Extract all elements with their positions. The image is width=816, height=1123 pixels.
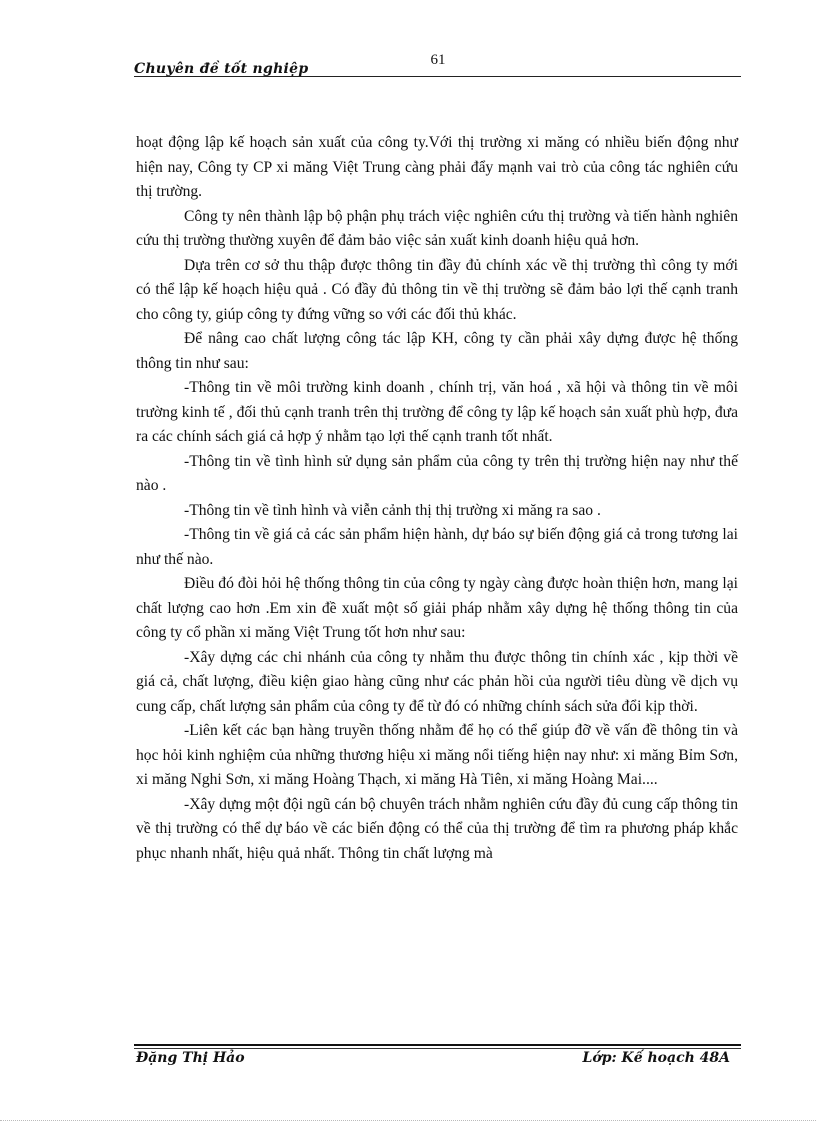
page-number: 61 — [430, 52, 446, 68]
paragraph: Để nâng cao chất lượng công tác lập KH, công ty cần phải xây dựng được hệ thống thông tin như sau: — [136, 330, 738, 372]
paragraph: -Xây dựng một đội ngũ cán bộ chuyên trách nhằm nghiên cứu đầy đủ cung cấp thông tin về thị trường có thể dự báo về các biến động có thể của thị trường để tìm ra phương pháp khắc phục nhanh nhất, hiệu quả nhất. Thông tin chất lượng mà — [136, 795, 738, 862]
paragraph: -Liên kết các bạn hàng truyền thống nhằm để họ có thể giúp đỡ về vấn đề thông tin và học hỏi kinh nghiệm của những thương hiệu xi măng nổi tiếng hiện nay như: xi măng Bỉm Sơn, xi măng Nghi Sơn, xi măng Hoàng Thạch, xi măng Hà Tiên, xi măng Hoàng Mai.... — [136, 722, 738, 788]
header-title: Chuyên đề tốt nghiệp — [134, 61, 309, 77]
paragraph: -Thông tin về môi trường kinh doanh , chính trị, văn hoá , xã hội và thông tin về môi trường kinh tế , đối thủ cạnh tranh trên thị trường để công ty lập kế hoạch sản xuất phù hợp, đưa ra các chính sách giá cả hợp ý nhằm tạo lợi thế cạnh tranh tốt nhất. — [136, 379, 738, 445]
paragraph: hoạt động lập kế hoạch sản xuất của công ty.Với thị trường xi măng có nhiều biến động như hiện nay, Công ty CP xi măng Việt Trung càng phải đẩy mạnh vai trò của công tác nghiên cứu thị trường. — [136, 134, 738, 200]
paragraph: Điều đó đòi hỏi hệ thống thông tin của công ty ngày càng được hoàn thiện hơn, mang lại chất lượng cao hơn .Em xin đề xuất một số giải pháp nhằm xây dựng hệ thống thông tin của công ty cổ phần xi măng Việt Trung tốt hơn như sau: — [136, 575, 738, 641]
paragraph: -Thông tin về giá cả các sản phẩm hiện hành, dự báo sự biến động giá cả trong tương lai như thế nào. — [136, 526, 738, 568]
paragraph: Dựa trên cơ sở thu thập được thông tin đầy đủ chính xác về thị trường thì công ty mới có thể lập kế hoạch hiệu quả . Có đầy đủ thông tin về thị trường sẽ đảm bảo lợi thế cạnh tranh cho công ty, giúp công ty đứng vững so với các đối thủ khác. — [136, 256, 738, 323]
paragraph: -Thông tin về tình hình và viễn cảnh thị thị trường xi măng ra sao . — [184, 501, 601, 519]
paragraph: -Xây dựng các chi nhánh của công ty nhằm thu được thông tin chính xác , kịp thời về giá cả, chất lượng, điều kiện giao hàng cũng như các phản hồi của người tiêu dùng về dịch vụ cung cấp, chất lượng sản phẩm của công ty để từ đó có những chính sách sửa đổi kịp thời. — [136, 648, 738, 715]
footer-rule — [134, 1048, 741, 1049]
footer-rule — [134, 1044, 741, 1046]
page-bottom-edge — [0, 1120, 816, 1121]
footer-author: Đặng Thị Hảo — [136, 1050, 245, 1066]
paragraph: Công ty nên thành lập bộ phận phụ trách việc nghiên cứu thị trường và tiến hành nghiên cứu thị trường thường xuyên để đảm bảo việc sản xuất kinh doanh hiệu quả hơn. — [136, 207, 738, 249]
footer-class: Lớp: Kế hoạch 48A — [582, 1050, 730, 1066]
paragraph: -Thông tin về tình hình sử dụng sản phẩm của công ty trên thị trường hiện nay như thế nào . — [136, 452, 738, 494]
body-text — [136, 131, 738, 866]
header-rule — [134, 76, 741, 77]
